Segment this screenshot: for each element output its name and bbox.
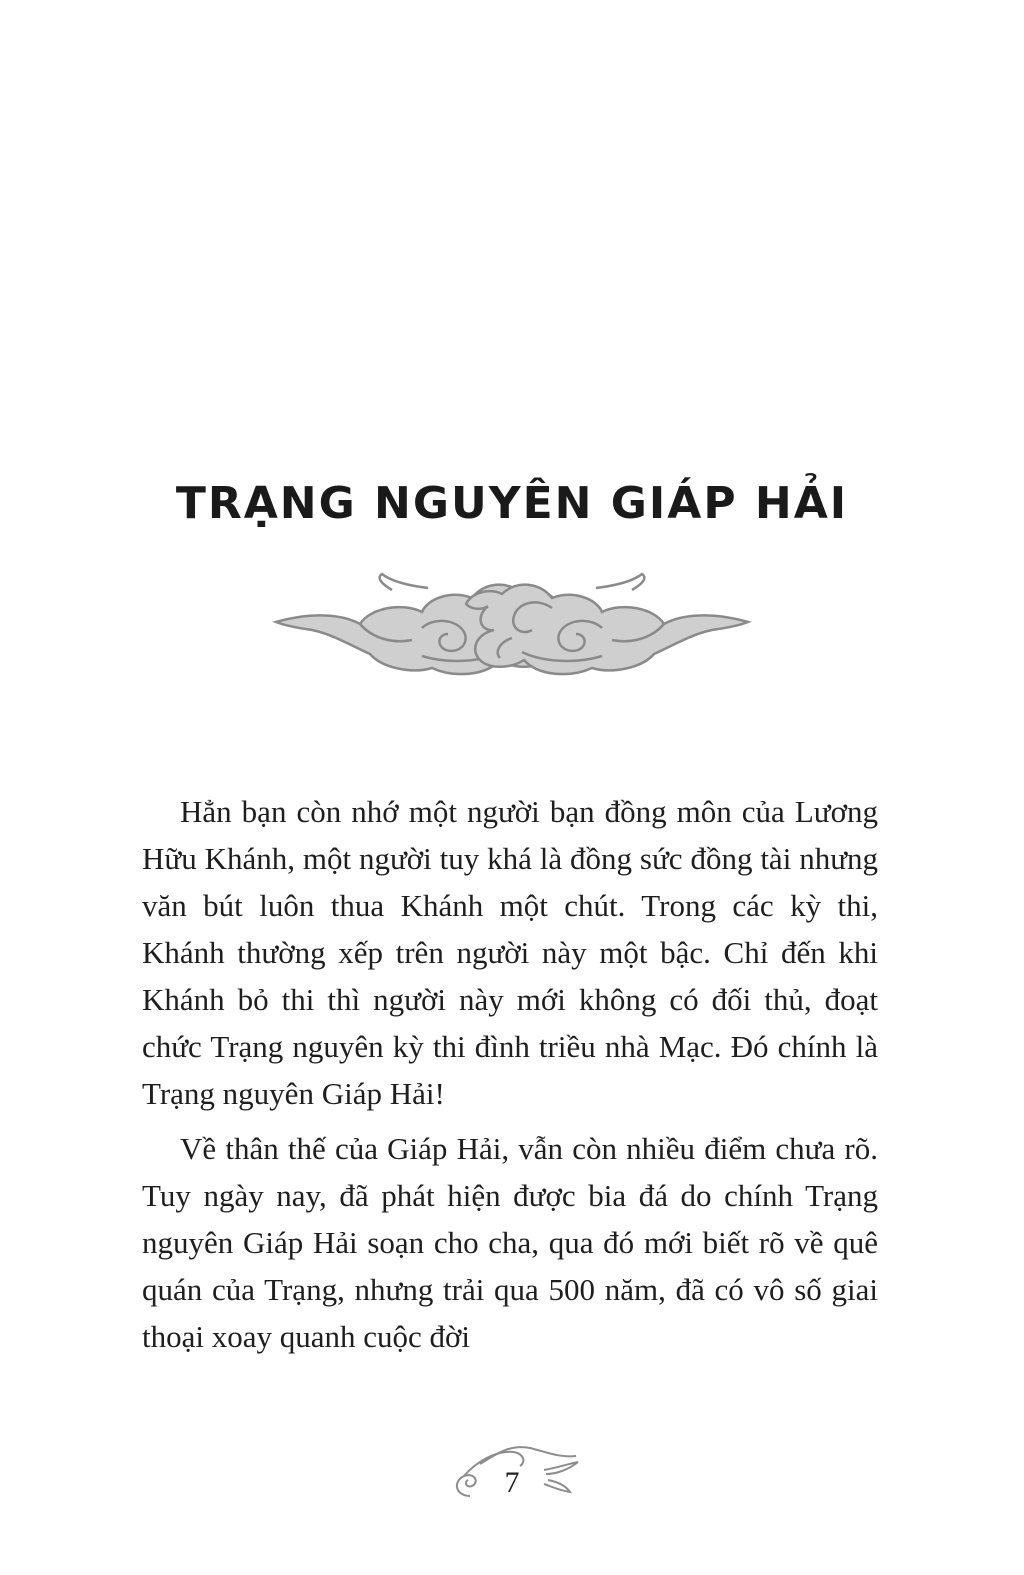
chapter-title: TRẠNG NGUYÊN GIÁP HẢI [175, 478, 849, 529]
right-cloud-icon [466, 574, 748, 674]
page-footer [440, 1440, 584, 1510]
cloud-ornament-icon [272, 568, 752, 686]
page-number: 7 [504, 1466, 520, 1499]
paragraph-1: Hẳn bạn còn nhớ một người bạn đồng môn của Lương Hữu Khánh, một người tuy khá là đồng sức đồng tài nhưng văn bút luôn thua Khánh một chút. Trong các kỳ thi, Khánh thường xếp trên người này một bậc. Chỉ đến khi Khánh bỏ thi thì người này mới không có đối thủ, đoạt chức Trạng nguyên kỳ thi đình triều nhà Mạc. Đó chính là Trạng nguyên Giáp Hải! [142, 794, 878, 1111]
body-text [142, 788, 878, 1368]
paragraph-2: Về thân thế của Giáp Hải, vẫn còn nhiều điểm chưa rõ. Tuy ngày nay, đã phát hiện được bia đá do chính Trạng nguyên Giáp Hải soạn cho cha, qua đó mới biết rõ về quê quán của Trạng, nhưng trải qua 500 năm, đã có vô số giai thoại xoay quanh cuộc đời [142, 1131, 878, 1354]
